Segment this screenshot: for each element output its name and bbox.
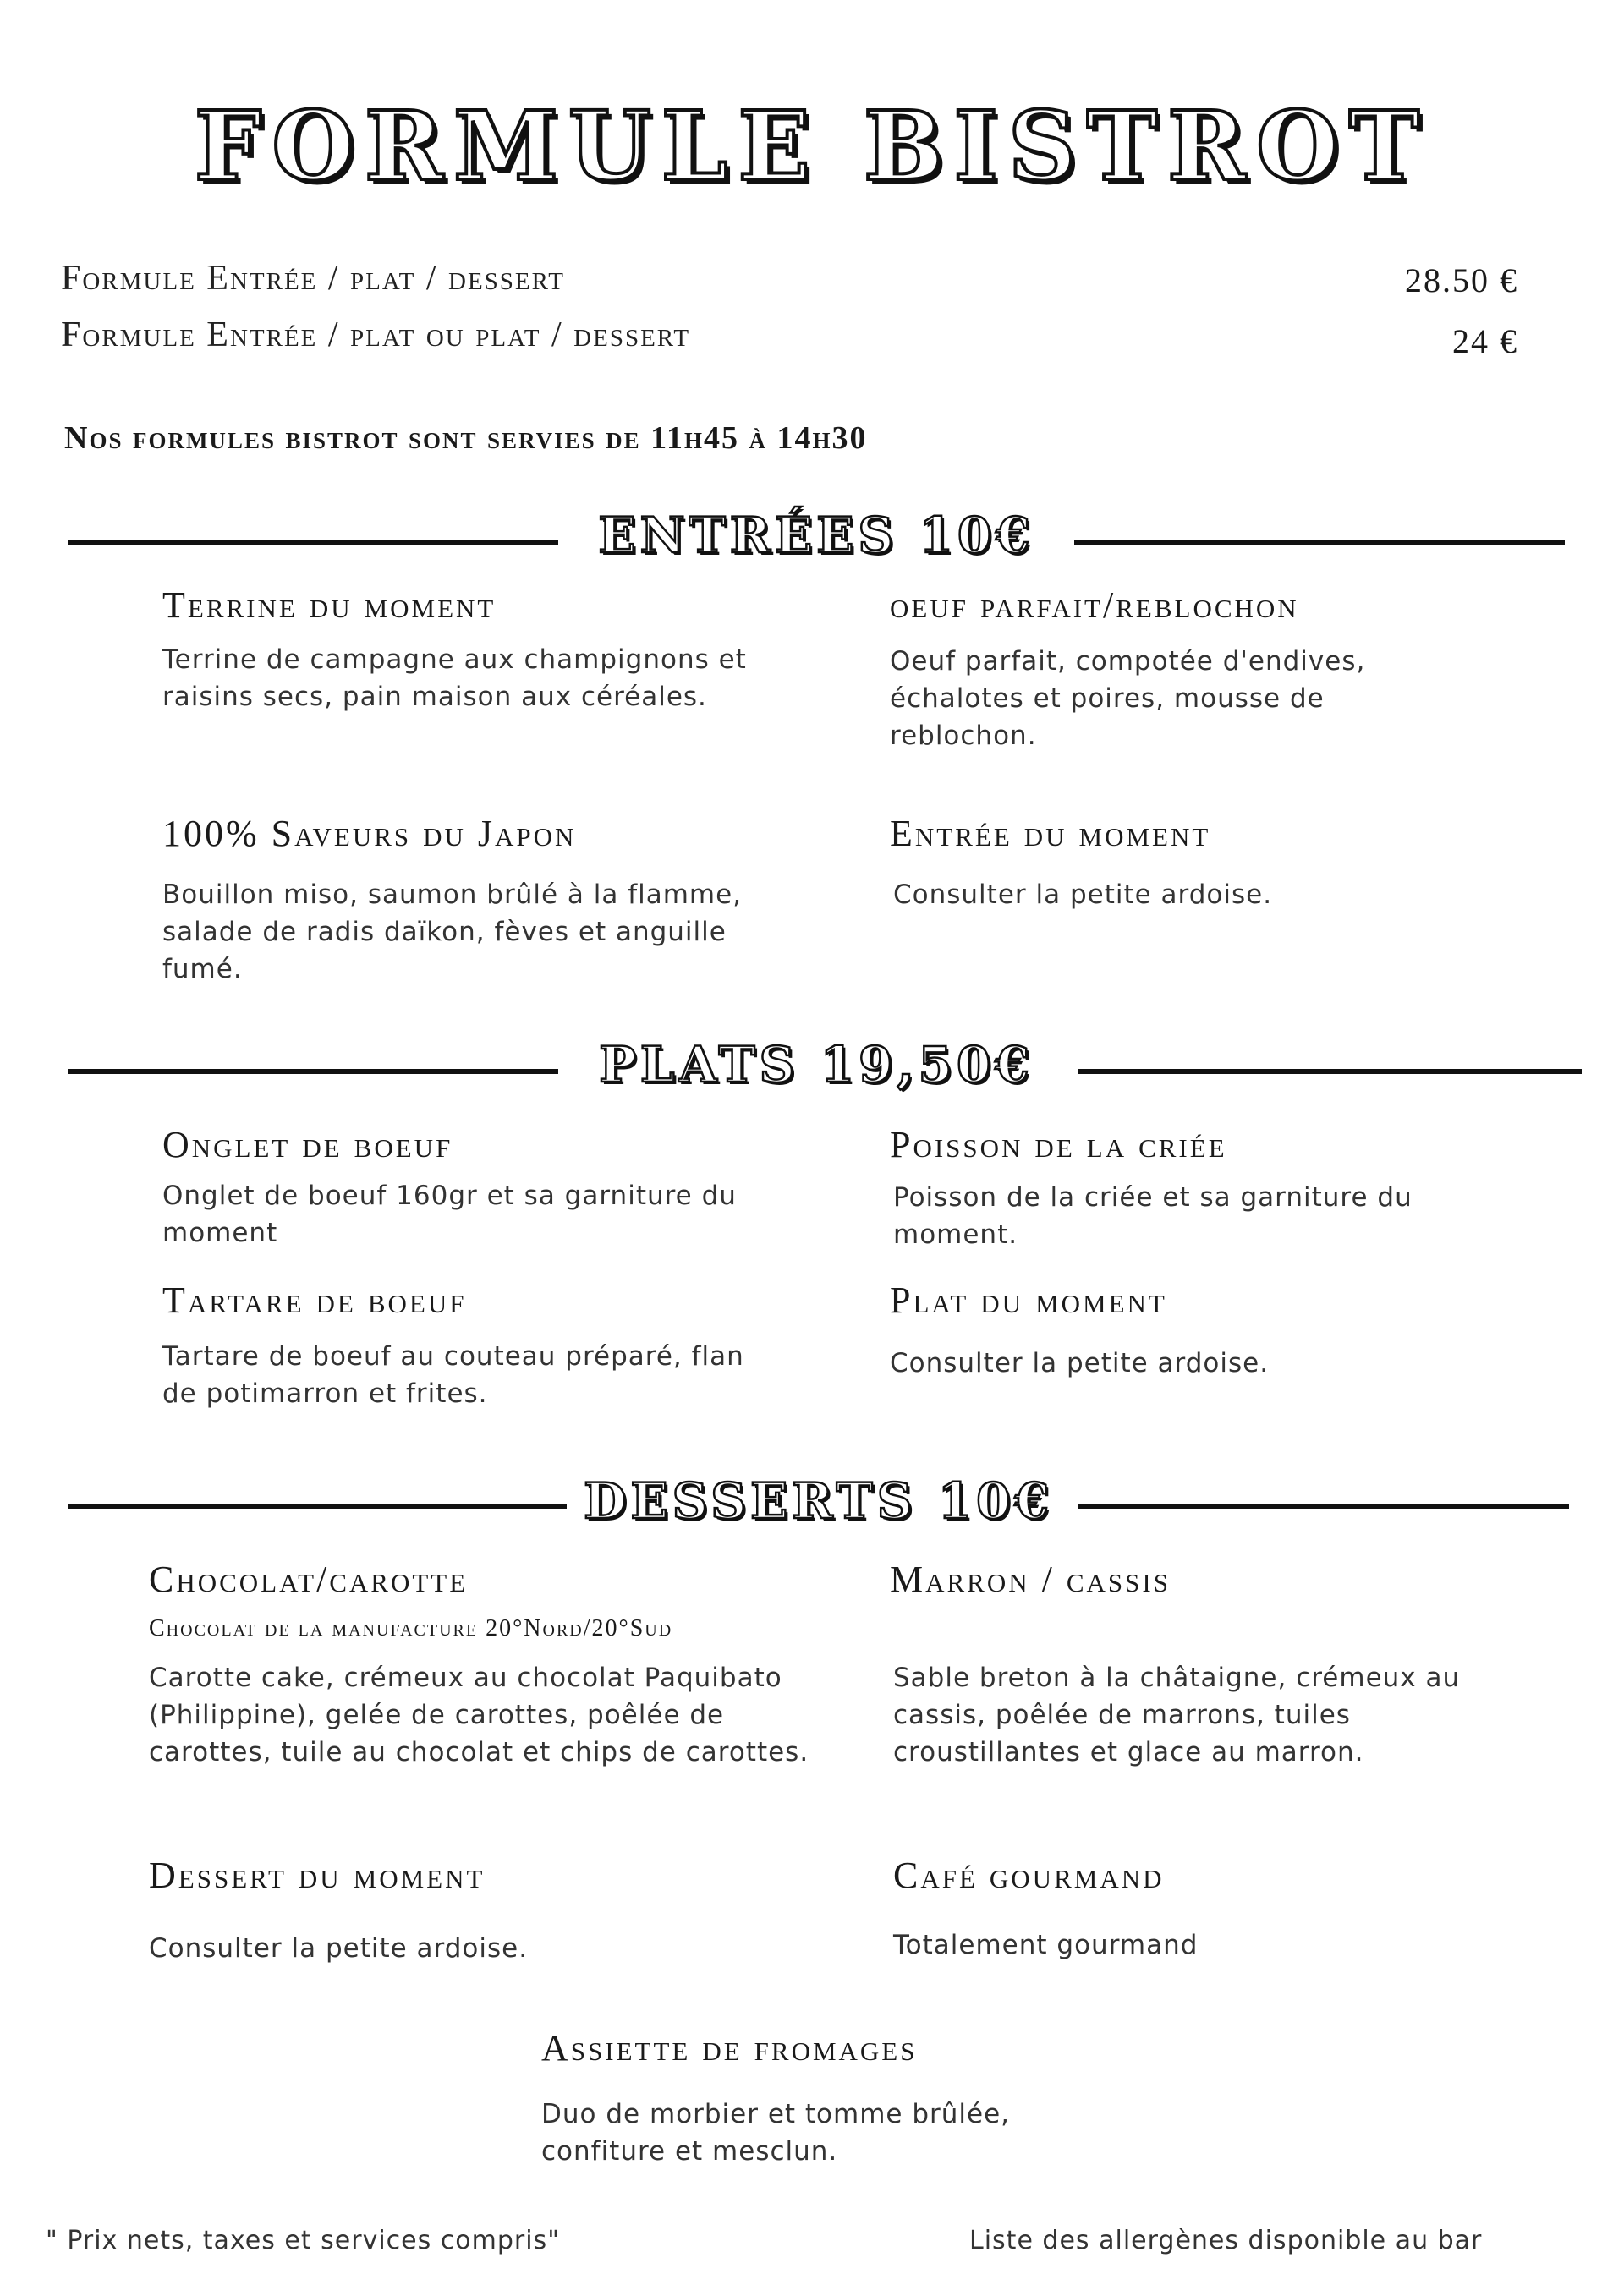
dish-subtitle: Chocolat de la manufacture 20°Nord/20°Sud: [149, 1615, 673, 1641]
dish-name: Terrine du moment: [162, 584, 497, 626]
section-divider: [1078, 1069, 1582, 1074]
section-title-desserts: DESSERTS 10€: [584, 1472, 1053, 1530]
dish-name: Café gourmand: [893, 1855, 1165, 1896]
dish-description: Duo de morbier et tomme brûlée, confiture et mesclun.: [541, 2099, 1011, 2167]
dish-name: Plat du moment: [890, 1280, 1167, 1321]
section-divider: [68, 540, 558, 545]
dish-description: Totalement gourmand: [893, 1930, 1199, 1960]
allergens-note: Liste des allergènes disponible au bar: [969, 2226, 1483, 2255]
dish-name: Poisson de la criée: [890, 1124, 1227, 1165]
dish-name: 100% Saveurs du Japon: [162, 813, 577, 854]
formula-price: 24 €: [1452, 322, 1518, 360]
formula-label: Formule Entrée / plat ou plat / dessert: [61, 315, 691, 354]
section-divider: [1078, 1504, 1569, 1509]
dish-description: Oeuf parfait, compotée d'endives, échalotes et poires, mousse de reblochon.: [890, 646, 1366, 751]
section-divider: [68, 1069, 558, 1074]
section-title-plats: PLATS 19,50€: [599, 1036, 1034, 1093]
dish-description: Terrine de campagne aux champignons et raisins secs, pain maison aux céréales.: [162, 644, 747, 712]
dish-name: Onglet de boeuf: [162, 1124, 453, 1165]
service-hours: Nos formules bistrot sont servies de 11h45 à 14h30: [64, 420, 868, 456]
dish-description: Sable breton à la châtaigne, crémeux au cassis, poêlée de marrons, tuiles croustillantes et glace au marron.: [893, 1663, 1461, 1767]
dish-description: Poisson de la criée et sa garniture du moment.: [893, 1182, 1413, 1250]
dish-description: Onglet de boeuf 160gr et sa garniture du moment: [162, 1181, 737, 1248]
dish-description: Consulter la petite ardoise.: [893, 879, 1273, 910]
dish-description: Tartare de boeuf au couteau préparé, flan de potimarron et frites.: [162, 1341, 744, 1409]
formula-label: Formule Entrée / plat / dessert: [61, 259, 565, 298]
section-title-entrees: ENTRÉES 10€: [598, 507, 1034, 564]
prices-note: " Prix nets, taxes et services compris": [46, 2226, 560, 2255]
section-divider: [68, 1504, 567, 1509]
dish-name: Chocolat/carotte: [149, 1559, 469, 1600]
dish-name: Assiette de fromages: [541, 2027, 918, 2069]
page-title: FORMULE BISTROT: [194, 91, 1430, 202]
section-divider: [1074, 540, 1565, 545]
dish-name: oeuf parfait/reblochon: [890, 584, 1299, 626]
dish-name: Entrée du moment: [890, 813, 1211, 854]
dish-description: Bouillon miso, saumon brûlé à la flamme, salade de radis daïkon, fèves et anguille fumé.: [162, 879, 743, 984]
dish-name: Tartare de boeuf: [162, 1280, 467, 1321]
dish-description: Consulter la petite ardoise.: [890, 1348, 1270, 1378]
dish-description: Carotte cake, crémeux au chocolat Paquibato (Philippine), gelée de carottes, poêlée de carottes, tuile au chocolat et chips de carottes.: [149, 1663, 809, 1767]
dish-description: Consulter la petite ardoise.: [149, 1933, 529, 1964]
dish-name: Dessert du moment: [149, 1855, 486, 1896]
dish-name: Marron / cassis: [890, 1559, 1171, 1600]
formula-price: 28.50 €: [1405, 261, 1518, 299]
